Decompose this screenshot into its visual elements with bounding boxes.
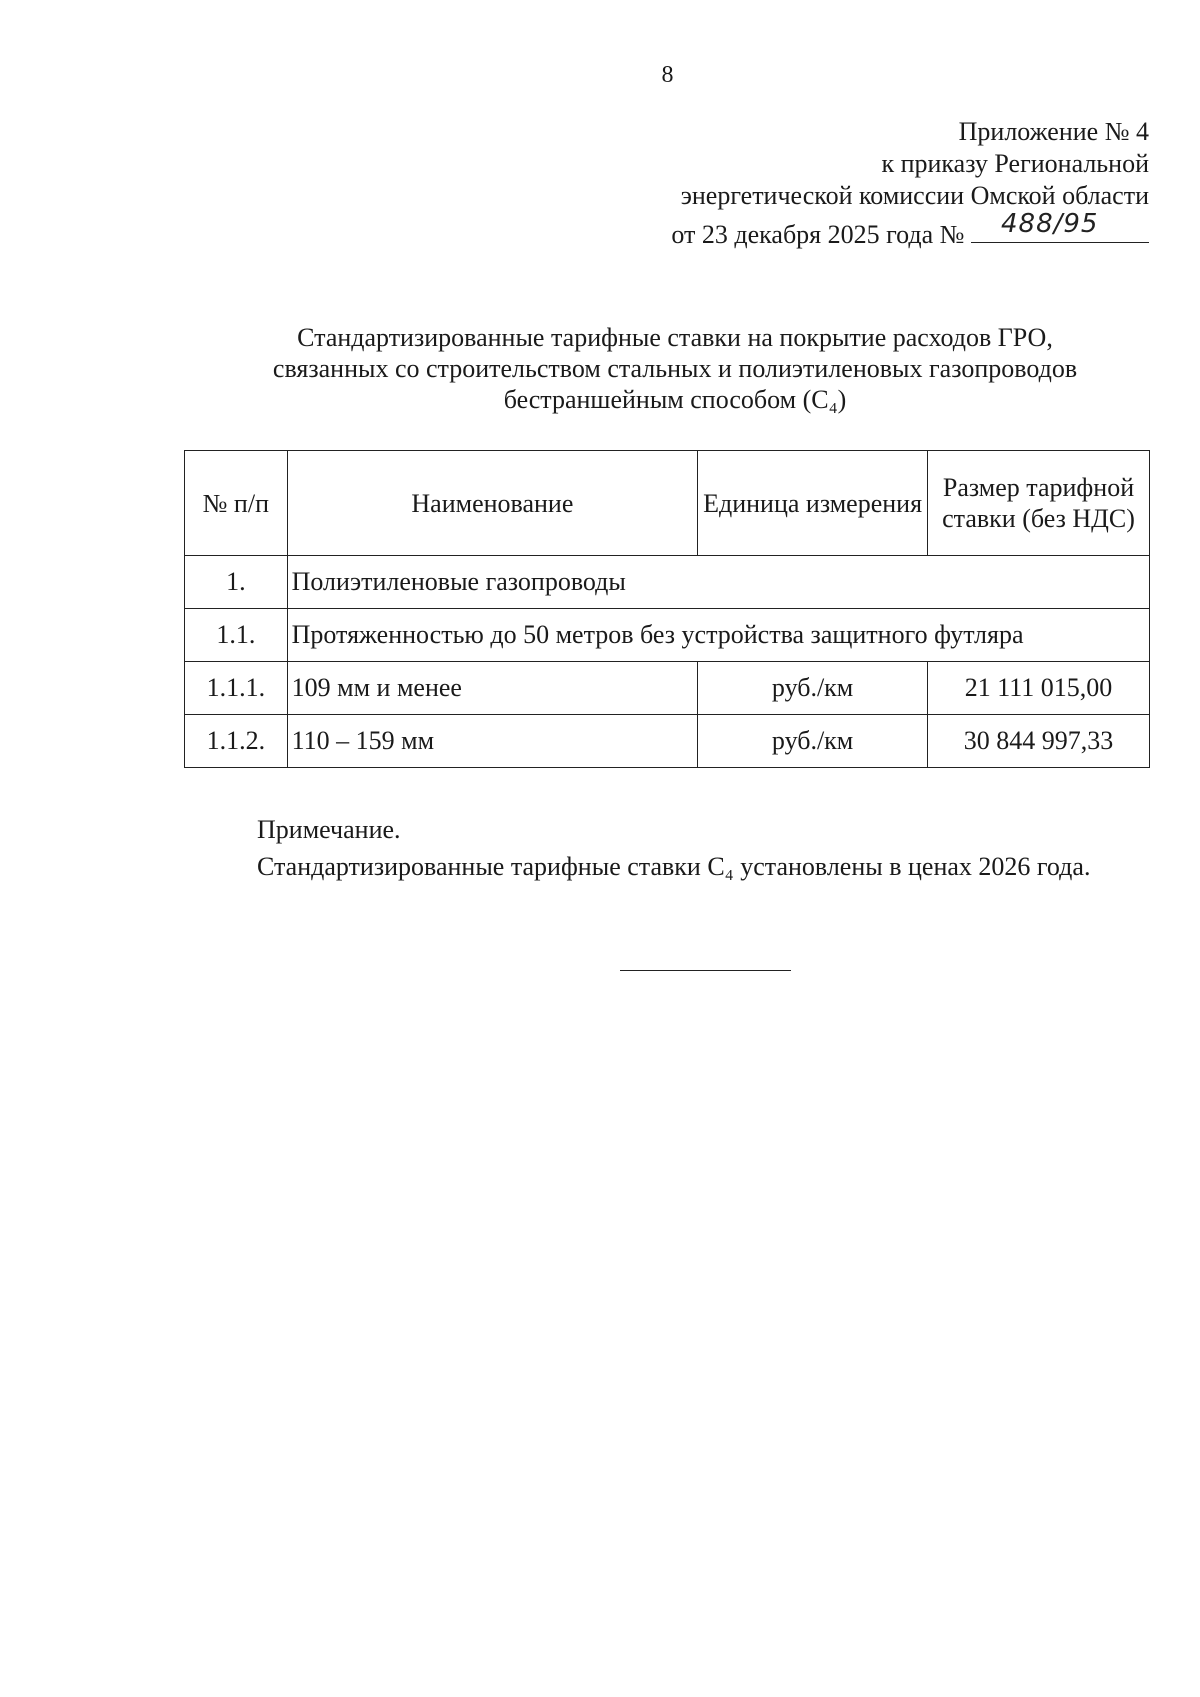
- row-name: 110 – 159 мм: [287, 715, 698, 768]
- table-row: [185, 662, 1150, 715]
- appendix-line-2: к приказу Региональной: [881, 149, 1149, 178]
- row-rate: 21 111 015,00: [928, 662, 1150, 715]
- title-line-2: связанных со строительством стальных и полиэтиленовых газопроводов: [272, 354, 1078, 383]
- page-number: 8: [661, 62, 674, 88]
- title-line-3: бестраншейным способом (С₄): [503, 385, 847, 414]
- note-section: [184, 811, 1150, 885]
- table-row: [185, 715, 1150, 768]
- header-name: Наименование: [287, 451, 698, 556]
- table-header-row: [185, 451, 1150, 556]
- row-unit: руб./км: [698, 715, 928, 768]
- row-name: Полиэтиленовые газопроводы: [287, 556, 1149, 609]
- row-name: Протяженностью до 50 метров без устройства защитного футляра: [287, 609, 1149, 662]
- table-row: [185, 556, 1150, 609]
- row-rate: 30 844 997,33: [928, 715, 1150, 768]
- order-date: от 23 декабря 2025 года №: [671, 220, 965, 249]
- appendix-line-1: Приложение № 4: [958, 117, 1149, 146]
- document-number-field: [971, 209, 1149, 243]
- row-num: 1.1.1.: [185, 662, 288, 715]
- appendix-line-3: энергетической комиссии Омской области: [680, 181, 1149, 210]
- note-title: Примечание.: [257, 815, 401, 844]
- tariff-table: [184, 450, 1150, 768]
- header-rate: Размер тарифной ставки (без НДС): [928, 451, 1150, 556]
- row-name: 109 мм и менее: [287, 662, 698, 715]
- table-row: [185, 609, 1150, 662]
- document-title: [200, 322, 1150, 415]
- handwritten-document-number: 488/95: [1001, 209, 1099, 239]
- note-body: Стандартизированные тарифные ставки С₄ установлены в ценах 2026 года.: [257, 852, 1091, 881]
- end-separator-line: [620, 970, 791, 971]
- row-num: 1.1.2.: [185, 715, 288, 768]
- header-num: № п/п: [185, 451, 288, 556]
- appendix-line-4: [671, 209, 1149, 251]
- row-num: 1.: [185, 556, 288, 609]
- appendix-header: [671, 116, 1149, 251]
- header-unit: Единица измерения: [698, 451, 928, 556]
- title-line-1: Стандартизированные тарифные ставки на покрытие расходов ГРО,: [297, 323, 1053, 352]
- row-num: 1.1.: [185, 609, 288, 662]
- row-unit: руб./км: [698, 662, 928, 715]
